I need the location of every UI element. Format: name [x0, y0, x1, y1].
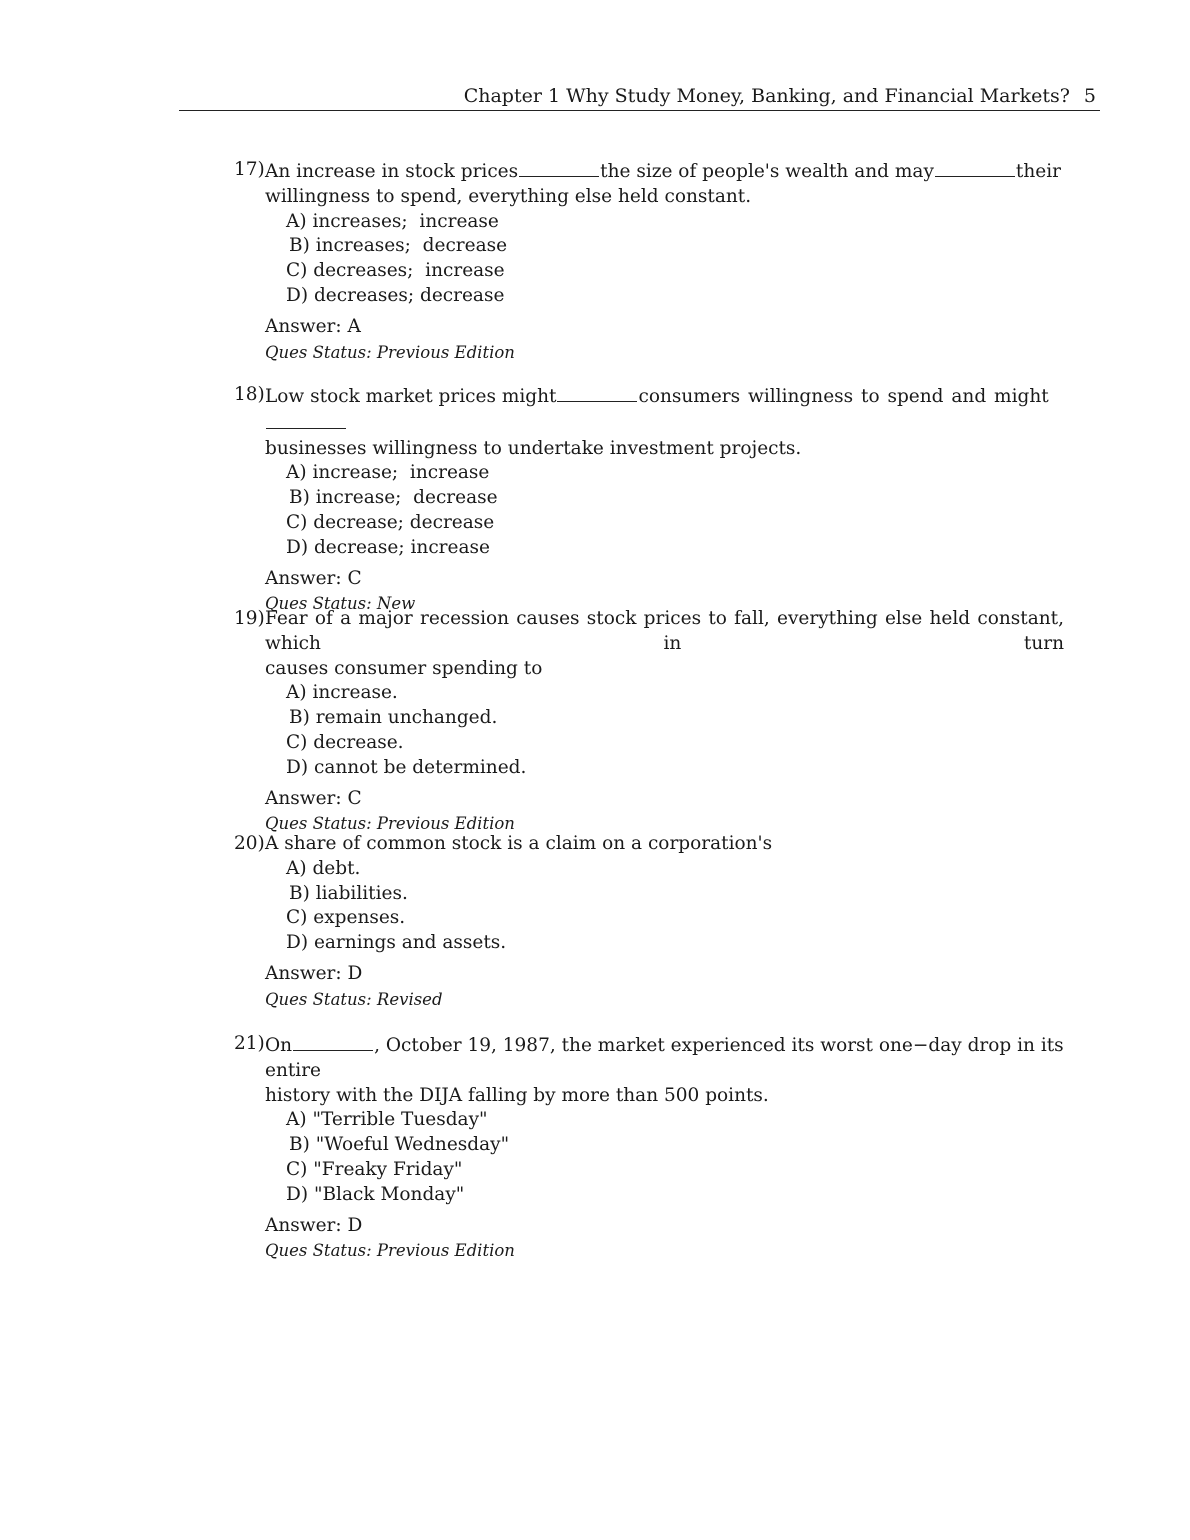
option-a: A) debt.: [286, 857, 361, 879]
option-list: [286, 461, 1064, 560]
option-b: B) remain unchanged.: [289, 707, 498, 729]
answer-blank: [266, 410, 346, 429]
question-stem-continued: history with the DIJA falling by more than 500 points.: [265, 1084, 769, 1106]
page-header: [179, 86, 1100, 111]
option-a: A) increase.: [286, 682, 398, 704]
question-21: [234, 1032, 1064, 1264]
answer-line: Answer: C: [265, 567, 362, 589]
question-number: 20): [234, 833, 265, 854]
option-a: A) "Terrible Tuesday": [286, 1109, 488, 1131]
question-status: Ques Status: New: [265, 594, 416, 614]
option-b: B) liabilities.: [289, 882, 408, 904]
option-c: C) "Freaky Friday": [286, 1158, 463, 1180]
chapter-title: Chapter 1 Why Study Money, Banking, and Financial Markets?: [463, 85, 1070, 107]
answer-blank: [935, 158, 1015, 177]
option-d: D) cannot be determined.: [286, 756, 527, 778]
option-c: C) decrease.: [286, 731, 404, 753]
question-number: 18): [234, 384, 265, 405]
answer-line: Answer: A: [265, 315, 361, 337]
question-stem-continued: businesses willingness to undertake investment projects.: [265, 437, 802, 459]
question-stem: On , October 19, 1987, the market experienced its worst one−day drop in its entire: [265, 1032, 1064, 1084]
question-stem-continued: causes consumer spending to: [265, 657, 543, 679]
question-20: [234, 832, 1064, 1013]
option-b: B) increases; decrease: [289, 235, 508, 257]
option-c: C) decrease; decrease: [286, 511, 495, 533]
option-d: D) "Black Monday": [286, 1183, 465, 1205]
option-list: [286, 857, 1064, 956]
answer-blank: [519, 158, 599, 177]
question-number: 21): [234, 1033, 265, 1054]
answer-line: Answer: D: [265, 962, 363, 984]
question-stem-continued: willingness to spend, everything else held constant.: [265, 185, 752, 207]
question-number: 17): [234, 159, 265, 180]
answer-line: Answer: D: [265, 1214, 363, 1236]
question-stem: A share of common stock is a claim on a corporation's: [265, 833, 773, 854]
question-stem: An increase in stock prices the size of people's wealth and may their: [265, 158, 1064, 185]
option-list: [286, 681, 1064, 780]
option-c: C) expenses.: [286, 907, 406, 929]
option-a: A) increase; increase: [286, 462, 490, 484]
option-d: D) decrease; increase: [286, 536, 490, 558]
question-stem: Fear of a major recession causes stock prices to fall, everything else held constant, which in turn: [265, 608, 1064, 654]
option-b: B) increase; decrease: [289, 487, 498, 509]
option-d: D) decreases; decrease: [286, 284, 505, 306]
answer-line: Answer: C: [265, 787, 362, 809]
question-status: Ques Status: Revised: [265, 989, 443, 1009]
question-status: Ques Status: Previous Edition: [265, 342, 515, 362]
question-status: Ques Status: Previous Edition: [265, 1241, 515, 1261]
question-19: [234, 607, 1064, 837]
page-number: 5: [1083, 85, 1096, 107]
question-number: 19): [234, 608, 265, 629]
question-17: [234, 158, 1064, 366]
option-c: C) decreases; increase: [286, 260, 505, 282]
answer-blank: [557, 383, 637, 402]
option-list: [286, 1108, 1064, 1207]
answer-blank: [293, 1032, 373, 1051]
option-d: D) earnings and assets.: [286, 932, 507, 954]
option-b: B) "Woeful Wednesday": [289, 1134, 510, 1156]
question-status: Ques Status: Previous Edition: [265, 814, 515, 834]
option-list: [286, 210, 1064, 309]
question-stem: Low stock market prices might consumers willingness to spend and might: [265, 383, 1064, 437]
question-18: [234, 383, 1064, 617]
option-a: A) increases; increase: [286, 210, 499, 232]
